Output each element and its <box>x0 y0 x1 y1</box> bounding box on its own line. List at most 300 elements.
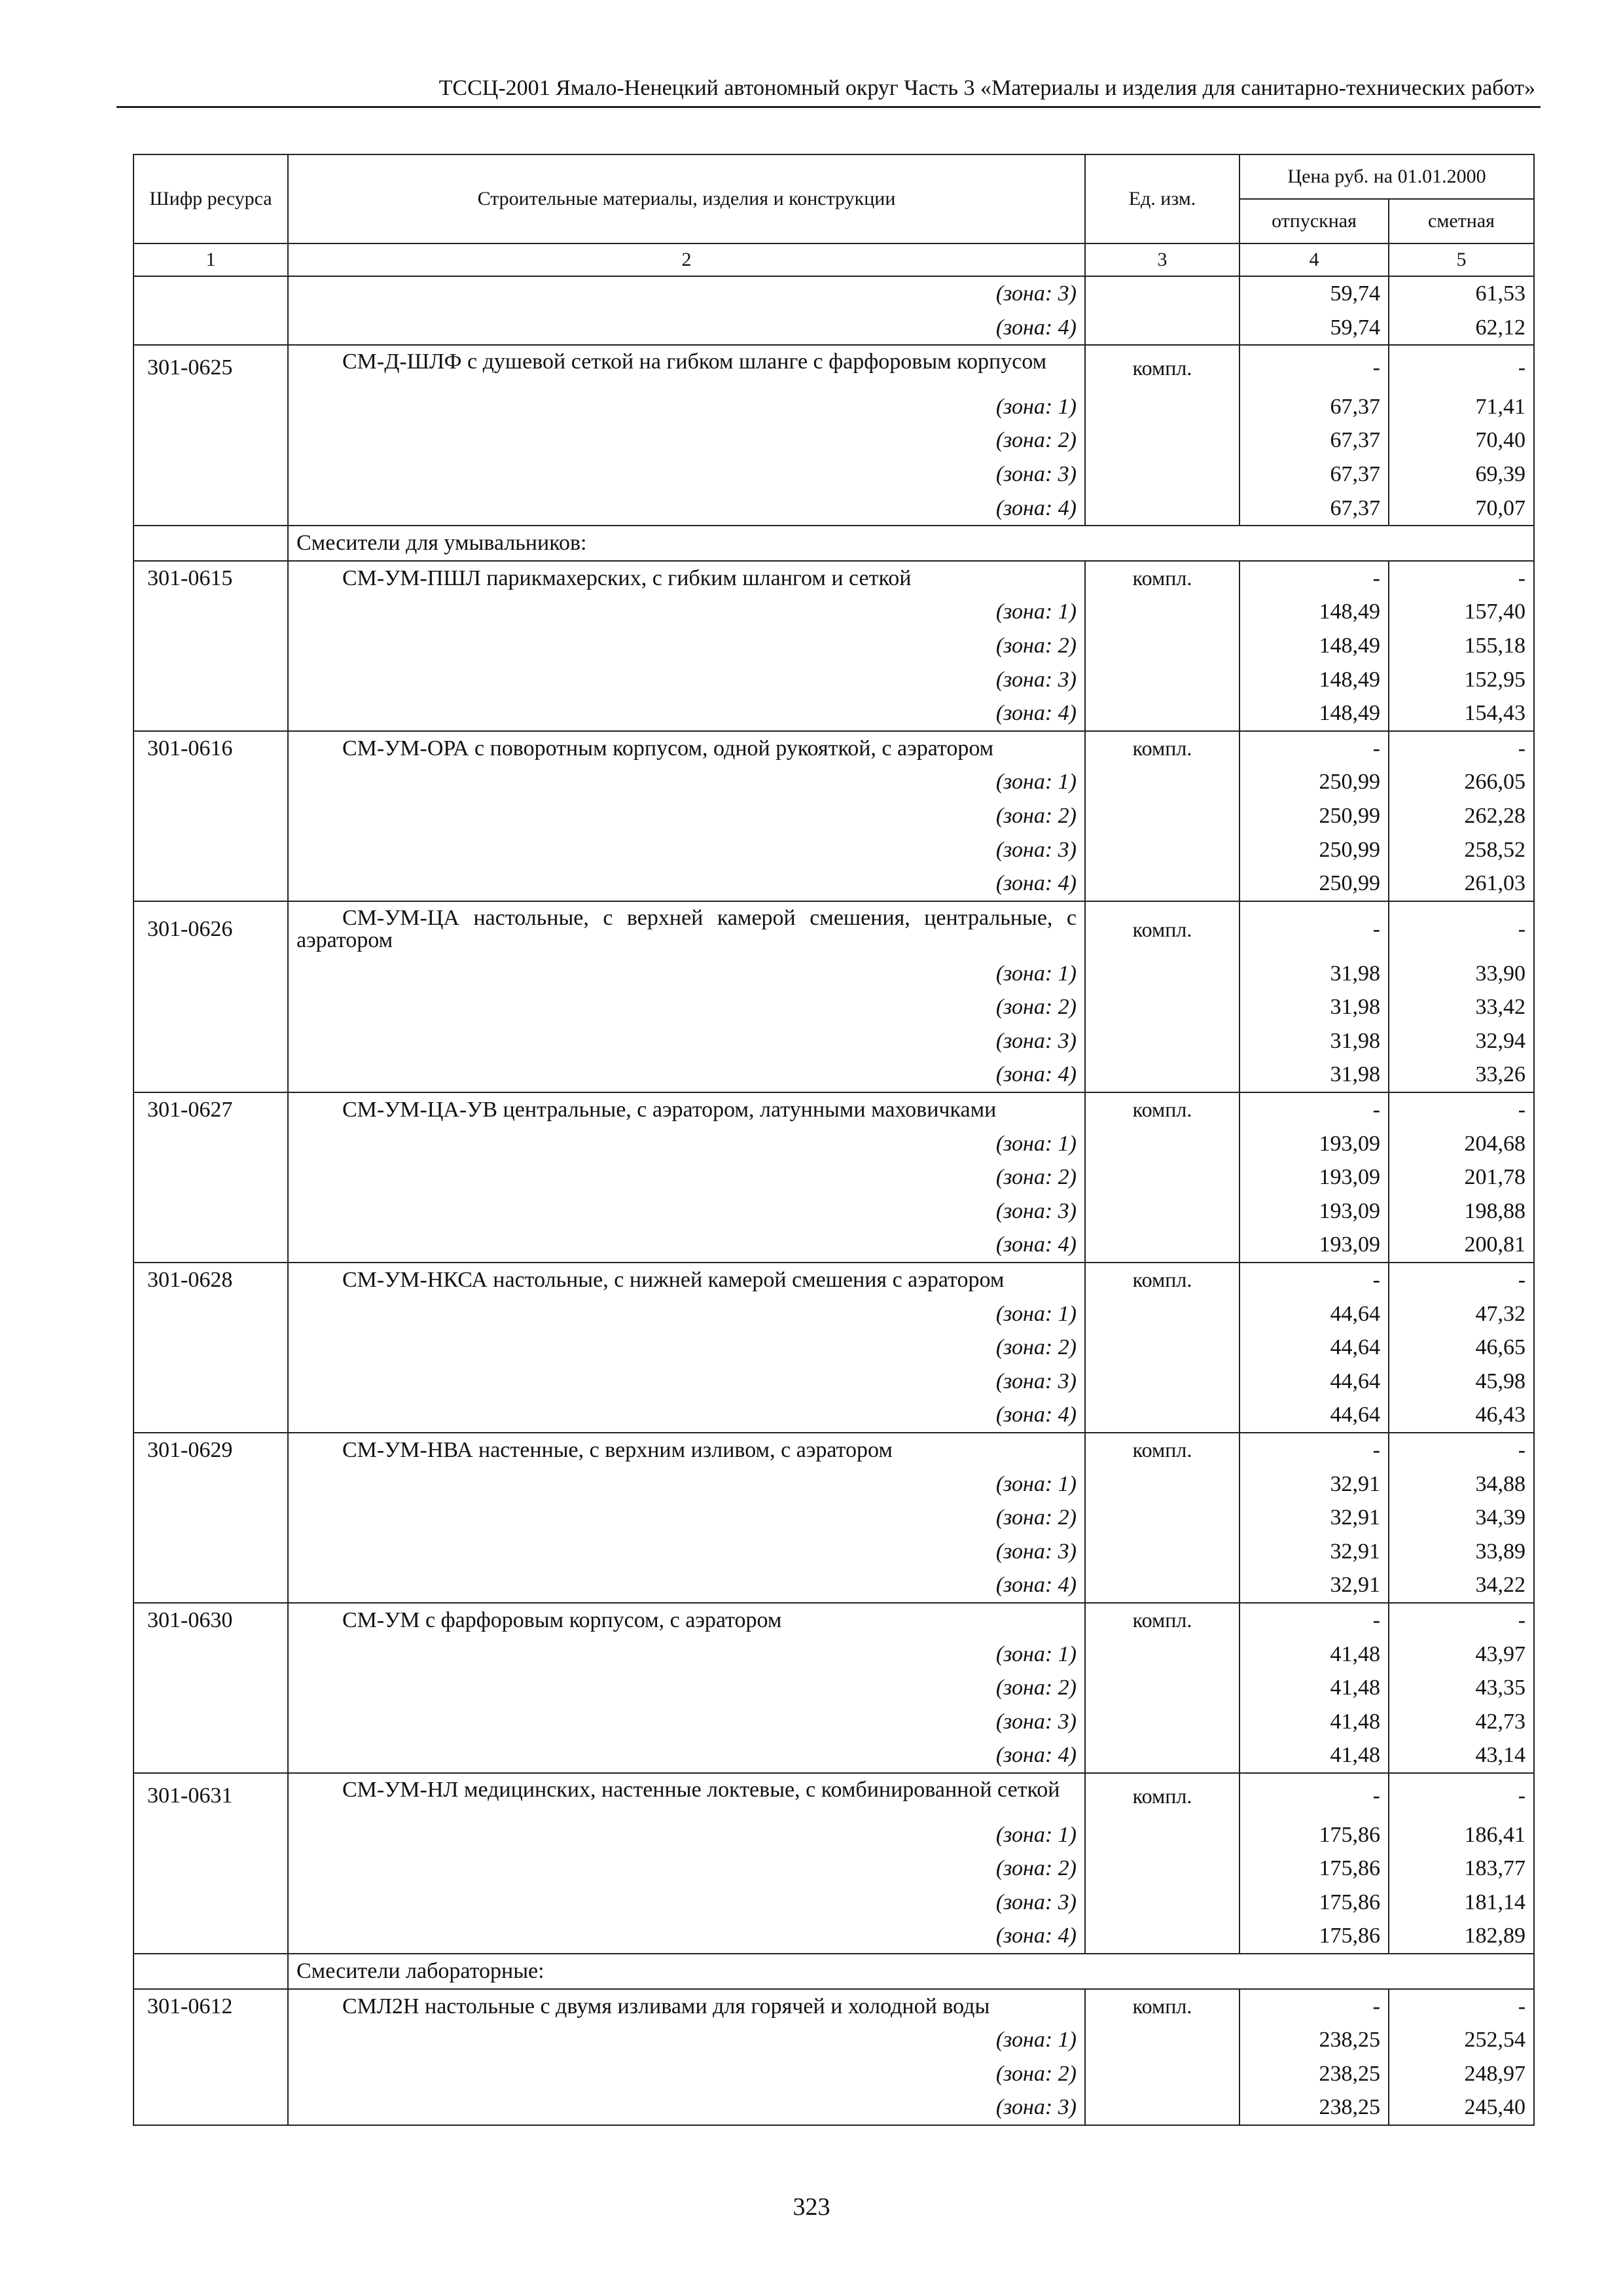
estimate-price: 33,89 <box>1389 1535 1534 1569</box>
item-row <box>134 1092 1534 1127</box>
estimate-price: 154,43 <box>1389 696 1534 731</box>
zone-label: (зона: 1) <box>288 1638 1085 1672</box>
release-price: 175,86 <box>1240 1852 1389 1886</box>
zone-row <box>134 1535 1534 1569</box>
unit-cell <box>1085 1160 1240 1194</box>
code-cell <box>134 1818 288 1852</box>
resource-code: 301-0629 <box>134 1433 288 1467</box>
zone-row <box>134 663 1534 697</box>
unit-cell <box>1085 1058 1240 1092</box>
item-name-cell <box>288 561 1085 596</box>
unit-cell: компл. <box>1085 1092 1240 1127</box>
code-cell <box>134 2090 288 2125</box>
estimate-price: 33,90 <box>1389 957 1534 991</box>
estimate-price: 62,12 <box>1389 311 1534 346</box>
estimate-price: 43,14 <box>1389 1738 1534 1773</box>
code-cell <box>134 990 288 1024</box>
column-number: 5 <box>1389 243 1534 276</box>
unit-cell <box>1085 1886 1240 1920</box>
unit-cell <box>1085 1127 1240 1161</box>
item-row <box>134 561 1534 596</box>
code-cell <box>134 1297 288 1331</box>
estimate-price: 70,40 <box>1389 423 1534 457</box>
zone-label: (зона: 3) <box>288 1194 1085 1229</box>
header-name: Строительные материалы, изделия и конструкции <box>288 154 1085 243</box>
item-name: СМЛ2Н настольные с двумя изливами для горячей и холодной воды <box>342 1994 990 2018</box>
code-cell <box>134 1467 288 1501</box>
unit-cell <box>1085 867 1240 901</box>
unit-cell <box>1085 1398 1240 1433</box>
release-price: 193,09 <box>1240 1160 1389 1194</box>
item-name: СМ-УМ-ОРА с поворотным корпусом, одной рукояткой, с аэратором <box>342 736 994 761</box>
estimate-price: 261,03 <box>1389 867 1534 901</box>
release-price: - <box>1240 1092 1389 1127</box>
resource-code: 301-0628 <box>134 1263 288 1297</box>
code-cell <box>134 1886 288 1920</box>
zone-label: (зона: 3) <box>288 1535 1085 1569</box>
unit-cell <box>1085 696 1240 731</box>
unit-cell <box>1085 833 1240 867</box>
zone-row <box>134 2090 1534 2125</box>
estimate-price: 258,52 <box>1389 833 1534 867</box>
zone-row <box>134 1398 1534 1433</box>
zone-label: (зона: 2) <box>288 990 1085 1024</box>
estimate-price: 157,40 <box>1389 595 1534 629</box>
item-name-cell <box>288 1603 1085 1638</box>
zone-row <box>134 1501 1534 1535</box>
release-price: 193,09 <box>1240 1127 1389 1161</box>
zone-row <box>134 1919 1534 1954</box>
zone-row <box>134 867 1534 901</box>
zone-label: (зона: 1) <box>288 390 1085 424</box>
zone-row <box>134 1467 1534 1501</box>
estimate-price: 71,41 <box>1389 390 1534 424</box>
unit-cell: компл. <box>1085 731 1240 766</box>
zone-row <box>134 2057 1534 2091</box>
zone-label: (зона: 2) <box>288 1501 1085 1535</box>
resource-code: 301-0626 <box>134 901 288 957</box>
zone-row <box>134 1568 1534 1603</box>
zone-row <box>134 1228 1534 1263</box>
code-cell <box>134 1535 288 1569</box>
zone-row <box>134 1818 1534 1852</box>
zone-label: (зона: 3) <box>288 1024 1085 1058</box>
zone-label: (зона: 4) <box>288 1738 1085 1773</box>
release-price: 44,64 <box>1240 1365 1389 1399</box>
unit-cell <box>1085 1671 1240 1705</box>
item-row <box>134 731 1534 766</box>
unit-cell <box>1085 1852 1240 1886</box>
resource-code: 301-0630 <box>134 1603 288 1638</box>
document-title: ТССЦ-2001 Ямало-Ненецкий автономный округ Часть 3 «Материалы и изделия для санитарно-технических работ» <box>438 76 1535 100</box>
item-name: СМ-УМ с фарфоровым корпусом, с аэратором <box>342 1607 782 1632</box>
item-name: СМ-УМ-ЦА-УВ центральные, с аэратором, латунными маховичками <box>342 1098 997 1122</box>
zone-label: (зона: 3) <box>288 457 1085 492</box>
estimate-price: 46,65 <box>1389 1331 1534 1365</box>
estimate-price: 32,94 <box>1389 1024 1534 1058</box>
release-price: 193,09 <box>1240 1194 1389 1229</box>
estimate-price: 152,95 <box>1389 663 1534 697</box>
code-cell <box>134 1852 288 1886</box>
release-price: 67,37 <box>1240 390 1389 424</box>
zone-label: (зона: 1) <box>288 595 1085 629</box>
release-price: 175,86 <box>1240 1886 1389 1920</box>
zone-row <box>134 629 1534 663</box>
release-price: 148,49 <box>1240 663 1389 697</box>
zone-label: (зона: 4) <box>288 1058 1085 1092</box>
release-price: - <box>1240 345 1389 390</box>
code-cell <box>134 2057 288 2091</box>
zone-label: (зона: 2) <box>288 1852 1085 1886</box>
resource-code: 301-0615 <box>134 561 288 596</box>
column-number: 3 <box>1085 243 1240 276</box>
estimate-price: 252,54 <box>1389 2023 1534 2057</box>
estimate-price: 200,81 <box>1389 1228 1534 1263</box>
estimate-price: - <box>1389 561 1534 596</box>
release-price: 44,64 <box>1240 1398 1389 1433</box>
zone-label: (зона: 2) <box>288 423 1085 457</box>
estimate-price: 204,68 <box>1389 1127 1534 1161</box>
release-price: 59,74 <box>1240 311 1389 346</box>
zone-label: (зона: 2) <box>288 1331 1085 1365</box>
release-price: 148,49 <box>1240 629 1389 663</box>
unit-cell <box>1085 423 1240 457</box>
estimate-price: 181,14 <box>1389 1886 1534 1920</box>
unit-cell <box>1085 1024 1240 1058</box>
header-price-group: Цена руб. на 01.01.2000 <box>1240 154 1534 199</box>
unit-cell <box>1085 492 1240 526</box>
unit-cell: компл. <box>1085 345 1240 390</box>
unit-cell <box>1085 1705 1240 1739</box>
release-price: 32,91 <box>1240 1501 1389 1535</box>
unit-cell: компл. <box>1085 1263 1240 1297</box>
estimate-price: - <box>1389 1603 1534 1638</box>
item-row <box>134 901 1534 957</box>
resource-code: 301-0631 <box>134 1773 288 1818</box>
item-name: СМ-УМ-НВА настенные, с верхним изливом, с аэратором <box>342 1438 893 1462</box>
resource-code: 301-0616 <box>134 731 288 766</box>
header-estimate-price: сметная <box>1389 199 1534 243</box>
unit-cell <box>1085 1365 1240 1399</box>
zone-row <box>134 1024 1534 1058</box>
zone-row <box>134 1194 1534 1229</box>
estimate-price: 33,42 <box>1389 990 1534 1024</box>
release-price: 175,86 <box>1240 1919 1389 1954</box>
zone-row <box>134 1638 1534 1672</box>
unit-cell <box>1085 1331 1240 1365</box>
zone-label: (зона: 2) <box>288 799 1085 833</box>
release-price: 41,48 <box>1240 1638 1389 1672</box>
zone-label: (зона: 1) <box>288 1127 1085 1161</box>
code-cell <box>134 833 288 867</box>
unit-cell: компл. <box>1085 901 1240 957</box>
zone-row <box>134 1886 1534 1920</box>
code-cell <box>134 1365 288 1399</box>
code-cell <box>134 2023 288 2057</box>
code-cell <box>134 1127 288 1161</box>
zone-row <box>134 799 1534 833</box>
item-name-cell <box>288 345 1085 390</box>
unit-cell <box>1085 1638 1240 1672</box>
code-cell <box>134 526 288 561</box>
unit-cell <box>1085 1738 1240 1773</box>
zone-label: (зона: 1) <box>288 1818 1085 1852</box>
running-header <box>116 73 1541 108</box>
zone-label: (зона: 2) <box>288 2057 1085 2091</box>
zone-row <box>134 765 1534 799</box>
zone-label: (зона: 2) <box>288 1671 1085 1705</box>
unit-cell <box>1085 1568 1240 1603</box>
unit-cell: компл. <box>1085 561 1240 596</box>
release-price: - <box>1240 731 1389 766</box>
release-price: 238,25 <box>1240 2090 1389 2125</box>
release-price: 148,49 <box>1240 696 1389 731</box>
estimate-price: 43,97 <box>1389 1638 1534 1672</box>
code-cell <box>134 1638 288 1672</box>
estimate-price: 34,39 <box>1389 1501 1534 1535</box>
code-cell <box>134 629 288 663</box>
code-cell <box>134 423 288 457</box>
estimate-price: - <box>1389 1263 1534 1297</box>
item-row <box>134 1773 1534 1818</box>
zone-row <box>134 2023 1534 2057</box>
unit-cell: компл. <box>1085 1773 1240 1818</box>
code-cell <box>134 1160 288 1194</box>
resource-code: 301-0625 <box>134 345 288 390</box>
estimate-price: 183,77 <box>1389 1852 1534 1886</box>
section-row <box>134 526 1534 561</box>
estimate-price: 34,22 <box>1389 1568 1534 1603</box>
unit-cell: компл. <box>1085 1603 1240 1638</box>
zone-label: (зона: 3) <box>288 1705 1085 1739</box>
code-cell <box>134 311 288 346</box>
release-price: 44,64 <box>1240 1297 1389 1331</box>
section-row <box>134 1954 1534 1989</box>
code-cell <box>134 696 288 731</box>
estimate-price: - <box>1389 901 1534 957</box>
code-cell <box>134 390 288 424</box>
unit-cell <box>1085 765 1240 799</box>
item-name-cell <box>288 1989 1085 2024</box>
zone-label: (зона: 3) <box>288 833 1085 867</box>
zone-row <box>134 696 1534 731</box>
zone-row <box>134 457 1534 492</box>
zone-label: (зона: 1) <box>288 1297 1085 1331</box>
zone-row <box>134 492 1534 526</box>
page-number: 323 <box>793 2193 830 2221</box>
resource-code: 301-0627 <box>134 1092 288 1127</box>
estimate-price: 182,89 <box>1389 1919 1534 1954</box>
release-price: - <box>1240 561 1389 596</box>
zone-label: (зона: 3) <box>288 276 1085 311</box>
zone-row <box>134 423 1534 457</box>
zone-row <box>134 390 1534 424</box>
item-name-cell <box>288 901 1085 957</box>
item-name: СМ-УМ-ЦА настольные, с верхней камерой смешения, центральные, с аэратором <box>296 905 1077 952</box>
zone-row <box>134 833 1534 867</box>
resource-code: 301-0612 <box>134 1989 288 2024</box>
zone-row <box>134 1331 1534 1365</box>
unit-cell <box>1085 276 1240 311</box>
unit-cell: компл. <box>1085 1989 1240 2024</box>
code-cell <box>134 1331 288 1365</box>
code-cell <box>134 799 288 833</box>
release-price: - <box>1240 1989 1389 2024</box>
unit-cell: компл. <box>1085 1433 1240 1467</box>
column-number: 1 <box>134 243 288 276</box>
unit-cell <box>1085 2057 1240 2091</box>
table-header <box>134 154 1534 276</box>
estimate-price: - <box>1389 731 1534 766</box>
item-row <box>134 1433 1534 1467</box>
release-price: 250,99 <box>1240 765 1389 799</box>
release-price: 31,98 <box>1240 990 1389 1024</box>
unit-cell <box>1085 1818 1240 1852</box>
release-price: 250,99 <box>1240 867 1389 901</box>
code-cell <box>134 1919 288 1954</box>
release-price: 238,25 <box>1240 2057 1389 2091</box>
code-cell <box>134 1024 288 1058</box>
zone-label: (зона: 4) <box>288 311 1085 346</box>
release-price: 67,37 <box>1240 492 1389 526</box>
release-price: 59,74 <box>1240 276 1389 311</box>
unit-cell <box>1085 457 1240 492</box>
price-table <box>133 154 1535 2126</box>
estimate-price: 42,73 <box>1389 1705 1534 1739</box>
release-price: 32,91 <box>1240 1568 1389 1603</box>
unit-cell <box>1085 1194 1240 1229</box>
zone-row <box>134 276 1534 311</box>
estimate-price: 155,18 <box>1389 629 1534 663</box>
estimate-price: 186,41 <box>1389 1818 1534 1852</box>
release-price: 41,48 <box>1240 1705 1389 1739</box>
release-price: 31,98 <box>1240 957 1389 991</box>
code-cell <box>134 1501 288 1535</box>
release-price: 31,98 <box>1240 1024 1389 1058</box>
unit-cell <box>1085 2023 1240 2057</box>
unit-cell <box>1085 595 1240 629</box>
estimate-price: 198,88 <box>1389 1194 1534 1229</box>
unit-cell <box>1085 2090 1240 2125</box>
estimate-price: 61,53 <box>1389 276 1534 311</box>
code-cell <box>134 957 288 991</box>
estimate-price: 266,05 <box>1389 765 1534 799</box>
zone-row <box>134 1365 1534 1399</box>
zone-label: (зона: 1) <box>288 1467 1085 1501</box>
table-body <box>134 276 1534 2125</box>
zone-label: (зона: 2) <box>288 629 1085 663</box>
item-name: СМ-УМ-НКСА настольные, с нижней камерой смешения с аэратором <box>342 1268 1005 1293</box>
zone-row <box>134 957 1534 991</box>
code-cell <box>134 457 288 492</box>
section-title: Смесители для умывальников: <box>288 526 1534 561</box>
item-name-cell <box>288 1773 1085 1818</box>
estimate-price: 69,39 <box>1389 457 1534 492</box>
zone-label: (зона: 3) <box>288 2090 1085 2125</box>
release-price: 32,91 <box>1240 1467 1389 1501</box>
unit-cell <box>1085 1297 1240 1331</box>
zone-row <box>134 1297 1534 1331</box>
estimate-price: - <box>1389 1433 1534 1467</box>
zone-label: (зона: 4) <box>288 492 1085 526</box>
estimate-price: 245,40 <box>1389 2090 1534 2125</box>
estimate-price: 47,32 <box>1389 1297 1534 1331</box>
release-price: - <box>1240 1773 1389 1818</box>
item-row <box>134 1263 1534 1297</box>
code-cell <box>134 1954 288 1989</box>
release-price: 250,99 <box>1240 799 1389 833</box>
code-cell <box>134 1194 288 1229</box>
column-number: 4 <box>1240 243 1389 276</box>
zone-label: (зона: 3) <box>288 1365 1085 1399</box>
item-name-cell <box>288 1433 1085 1467</box>
estimate-price: 70,07 <box>1389 492 1534 526</box>
zone-label: (зона: 4) <box>288 1398 1085 1433</box>
item-name: СМ-УМ-ПШЛ парикмахерских, с гибким шлангом и сеткой <box>342 565 912 590</box>
unit-cell <box>1085 663 1240 697</box>
release-price: 193,09 <box>1240 1228 1389 1263</box>
code-cell <box>134 1738 288 1773</box>
unit-cell <box>1085 629 1240 663</box>
unit-cell <box>1085 1228 1240 1263</box>
zone-row <box>134 595 1534 629</box>
release-price: 67,37 <box>1240 457 1389 492</box>
unit-cell <box>1085 799 1240 833</box>
code-cell <box>134 1058 288 1092</box>
release-price: 31,98 <box>1240 1058 1389 1092</box>
code-cell <box>134 276 288 311</box>
zone-label: (зона: 1) <box>288 2023 1085 2057</box>
code-cell <box>134 1568 288 1603</box>
unit-cell <box>1085 1467 1240 1501</box>
zone-row <box>134 1160 1534 1194</box>
unit-cell <box>1085 1919 1240 1954</box>
zone-row <box>134 1852 1534 1886</box>
estimate-price: 262,28 <box>1389 799 1534 833</box>
zone-label: (зона: 1) <box>288 765 1085 799</box>
zone-label: (зона: 1) <box>288 957 1085 991</box>
zone-label: (зона: 4) <box>288 696 1085 731</box>
release-price: 148,49 <box>1240 595 1389 629</box>
header-release-price: отпускная <box>1240 199 1389 243</box>
item-name: СМ-УМ-НЛ медицинских, настенные локтевые, с комбинированной сеткой <box>342 1777 1060 1802</box>
zone-row <box>134 1738 1534 1773</box>
release-price: - <box>1240 1433 1389 1467</box>
header-code: Шифр ресурса <box>134 154 288 243</box>
release-price: 41,48 <box>1240 1738 1389 1773</box>
header-unit: Ед. изм. <box>1085 154 1240 243</box>
zone-row <box>134 990 1534 1024</box>
zone-row <box>134 1671 1534 1705</box>
zone-row <box>134 1058 1534 1092</box>
code-cell <box>134 663 288 697</box>
section-title: Смесители лабораторные: <box>288 1954 1534 1989</box>
code-cell <box>134 595 288 629</box>
estimate-price: 45,98 <box>1389 1365 1534 1399</box>
zone-label: (зона: 4) <box>288 1228 1085 1263</box>
release-price: - <box>1240 901 1389 957</box>
item-row <box>134 1989 1534 2024</box>
zone-label: (зона: 4) <box>288 1919 1085 1954</box>
unit-cell <box>1085 990 1240 1024</box>
estimate-price: 201,78 <box>1389 1160 1534 1194</box>
estimate-price: 43,35 <box>1389 1671 1534 1705</box>
zone-label: (зона: 2) <box>288 1160 1085 1194</box>
code-cell <box>134 867 288 901</box>
zone-row <box>134 1705 1534 1739</box>
item-row <box>134 345 1534 390</box>
unit-cell <box>1085 1501 1240 1535</box>
